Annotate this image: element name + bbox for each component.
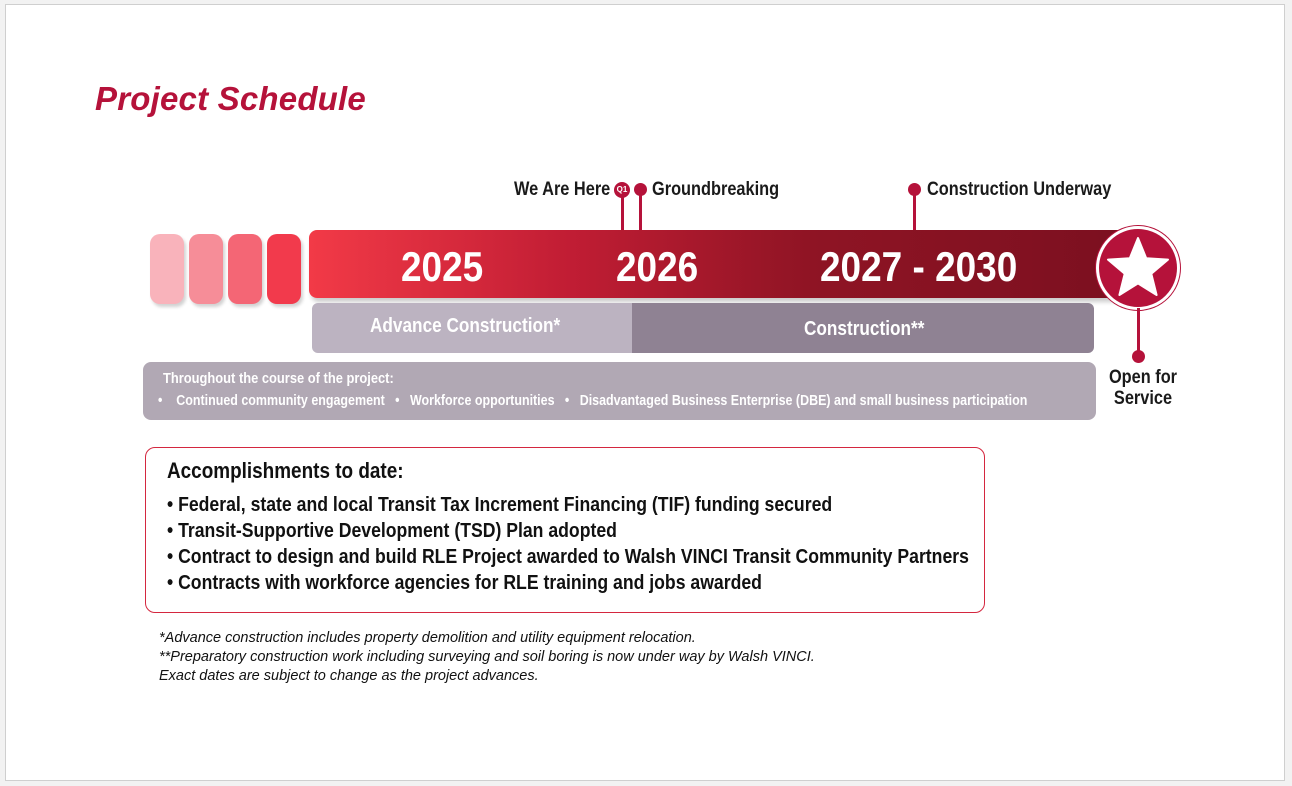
list-item: [167, 518, 969, 544]
throughout-item: Disadvantaged Business Enterprise (DBE) and small business participation: [579, 393, 1028, 409]
list-item-text: Federal, state and local Transit Tax Increment Financing (TIF) funding secured: [178, 493, 833, 516]
milestone-groundbreaking-label: Groundbreaking: [652, 179, 780, 200]
accomplishments-heading: Accomplishments to date:: [167, 458, 404, 483]
timeline-pill: [228, 234, 262, 304]
bullet-icon: •: [167, 519, 179, 542]
list-item-text: Contracts with workforce agencies for RLE training and jobs awarded: [178, 571, 762, 594]
year-2027-2030: 2027 - 2030: [820, 243, 1018, 290]
bullet-icon: •: [395, 393, 400, 409]
open-for-service-label: [1098, 367, 1188, 409]
open-for-service-stem: [1137, 308, 1140, 354]
star-icon: [1099, 229, 1177, 307]
open-for-service-line2: Service: [1113, 388, 1173, 409]
bullet-icon: •: [167, 571, 179, 594]
throughout-item: Workforce opportunities: [409, 393, 555, 409]
bullet-icon: •: [167, 493, 179, 516]
bullet-icon: •: [564, 393, 570, 409]
milestone-construction-underway-dot: [908, 183, 921, 196]
timeline-pill: [189, 234, 223, 304]
throughout-heading: Throughout the course of the project:: [163, 370, 394, 387]
q1-marker-icon: Q1: [614, 182, 630, 198]
open-for-service-marker: [1096, 226, 1180, 310]
footnote: **Preparatory construction work including surveying and soil boring is now under way by Walsh VINCI.: [159, 649, 815, 665]
phase-construction: [632, 303, 1094, 353]
milestone-groundbreaking-dot: [634, 183, 647, 196]
footnote: *Advance construction includes property demolition and utility equipment relocation.: [159, 630, 696, 646]
list-item: [167, 492, 969, 518]
throughout-item: Continued community engagement: [176, 393, 385, 409]
milestone-groundbreaking-stem: [639, 193, 642, 233]
accomplishments-list: [167, 492, 1099, 596]
year-2026: 2026: [616, 243, 699, 290]
milestone-construction-underway-label: Construction Underway: [927, 179, 1112, 200]
footnote: Exact dates are subject to change as the project advances.: [159, 668, 539, 684]
list-item-text: Contract to design and build RLE Project awarded to Walsh VINCI Transit Community Partners: [178, 545, 969, 568]
timeline-pill: [267, 234, 301, 304]
accomplishments-box: [145, 447, 985, 613]
list-item: [167, 544, 969, 570]
milestone-we-are-here-stem: [621, 193, 624, 233]
phase-advance-label: Advance Construction*: [370, 315, 561, 337]
milestone-construction-underway-stem: [913, 193, 916, 233]
bullet-icon: •: [167, 545, 179, 568]
phase-advance-construction: [312, 303, 634, 353]
list-item: [167, 570, 969, 596]
phase-construction-label: Construction**: [804, 318, 925, 340]
list-item-text: Transit-Supportive Development (TSD) Plan adopted: [178, 519, 617, 542]
open-for-service-dot: [1132, 350, 1145, 363]
open-for-service-line1: Open for: [1108, 367, 1178, 388]
milestone-we-are-here-label: We Are Here: [514, 179, 611, 200]
timeline-pill: [150, 234, 184, 304]
throughout-panel: [143, 362, 1096, 420]
page-title: Project Schedule: [95, 80, 366, 117]
bullet-icon: •: [158, 393, 163, 409]
throughout-items: [158, 393, 1027, 409]
footnotes: [159, 629, 815, 686]
year-2025: 2025: [401, 243, 484, 290]
